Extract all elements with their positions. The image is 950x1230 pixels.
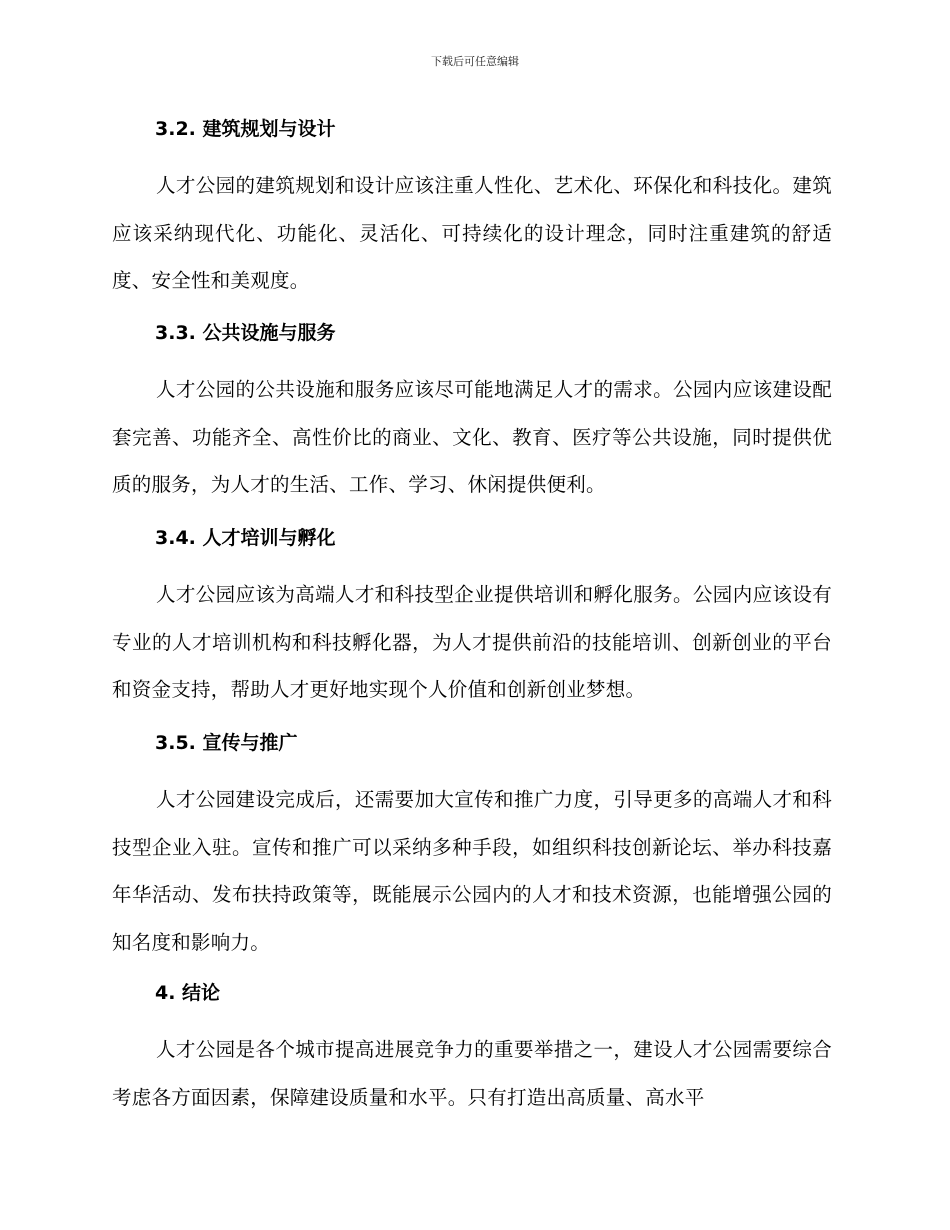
- section-heading: 3.2. 建筑规划与设计: [155, 118, 336, 140]
- section-heading: 4. 结论: [155, 982, 221, 1004]
- section-heading: 3.5. 宣传与推广: [155, 732, 298, 754]
- section-paragraph: 人才公园是各个城市提高进展竞争力的重要举措之一，建设人才公园需要综合考虑各方面因素，保障建设质量和水平。只有打造出高质量、高水平: [112, 1038, 832, 1109]
- page-header: 下载后可任意编辑: [431, 55, 519, 68]
- section-paragraph: 人才公园应该为高端人才和科技型企业提供培训和孵化服务。公园内应该设有专业的人才培训机构和科技孵化器，为人才提供前沿的技能培训、创新创业的平台和资金支持，帮助人才更好地实现个人价值和创新创业梦想。: [112, 583, 832, 702]
- section-paragraph: 人才公园的建筑规划和设计应该注重人性化、艺术化、环保化和科技化。建筑应该采纳现代化、功能化、灵活化、可持续化的设计理念，同时注重建筑的舒适度、安全性和美观度。: [112, 174, 832, 293]
- section-paragraph: 人才公园建设完成后，还需要加大宣传和推广力度，引导更多的高端人才和科技型企业入驻。宣传和推广可以采纳多种手段，如组织科技创新论坛、举办科技嘉年华活动、发布扶持政策等，既能展示公园内的人才和技术资源，也能增强公园的知名度和影响力。: [112, 788, 832, 955]
- section-paragraph: 人才公园的公共设施和服务应该尽可能地满足人才的需求。公园内应该建设配套完善、功能齐全、高性价比的商业、文化、教育、医疗等公共设施，同时提供优质的服务，为人才的生活、工作、学习、休闲提供便利。: [112, 378, 832, 497]
- section-heading: 3.4. 人才培训与孵化: [155, 527, 336, 549]
- section-heading: 3.3. 公共设施与服务: [155, 322, 336, 344]
